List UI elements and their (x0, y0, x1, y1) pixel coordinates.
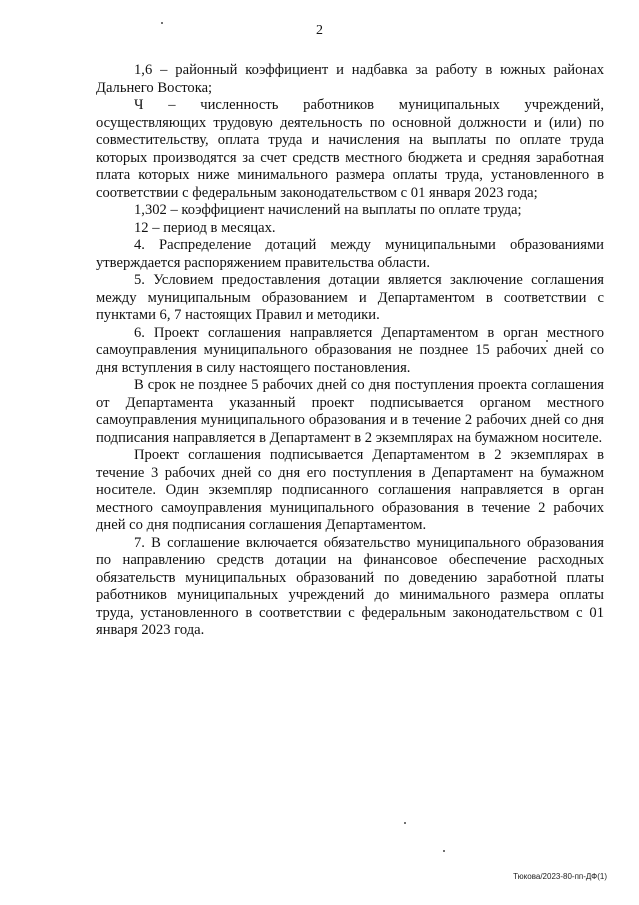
paragraph-coefficient-1-302: 1,302 – коэффициент начислений на выплаты по оплате труда; (134, 202, 522, 218)
document-code: Тюкова/2023-80-пп-ДФ(1) (513, 872, 607, 881)
scan-speck (443, 850, 445, 852)
scan-speck (404, 822, 406, 824)
paragraph-item-5: 5. Условием предоставления дотации является заключение соглашения между муниципальным образованием и Департаментом в соответствии с пунктами 6, 7 настоящих Правил и методики. (96, 272, 604, 323)
paragraph-workers-count: Ч – численность работников муниципальных учреждений, осуществляющих трудовую деятельность по основной должности и (или) по совместительству, оплата труда и начисления на выплаты по оплате труда которых производятся за счет средств местного бюджета и средняя заработная плата которых ниже минимального размера оплаты труда, установленного в соответствии с федеральным законодательством с 01 января 2023 года; (96, 97, 604, 201)
paragraph-signing: Проект соглашения подписывается Департаментом в 2 экземплярах в течение 3 рабочих дней со дня его поступления в Департамент на бумажном носителе. Один экземпляр подписанного соглашения направляется в орган местного самоуправления муниципального образования в течение 2 рабочих дней со дня подписания соглашения Департаментом. (96, 447, 604, 533)
paragraph-coefficient-1-6: 1,6 – районный коэффициент и надбавка за работу в южных районах Дальнего Востока; (96, 62, 604, 96)
paragraph-item-6: 6. Проект соглашения направляется Департаментом в орган местного самоуправления муниципального образования не позднее 15 рабочих дней со дня вступления в силу настоящего постановления. (96, 324, 604, 376)
paragraph-item-4: 4. Распределение дотаций между муниципальными образованиями утверждается распоряжением правительства области. (96, 237, 604, 271)
paragraph-period: 12 – период в месяцах. (134, 219, 276, 236)
paragraph-item-7: 7. В соглашение включается обязательство муниципального образования по направлению средств дотации на финансовое обеспечение расходных обязательств муниципальных образований по доведению заработной платы работников муниципальных учреждений до минимального размера оплаты труда, установленного в соответствии с федеральным законодательством с 01 января 2023 года. (96, 534, 604, 638)
scan-speck (161, 22, 163, 24)
page-number: 2 (316, 23, 323, 38)
scan-speck (546, 340, 548, 342)
document-body (96, 62, 604, 640)
paragraph-deadline: В срок не позднее 5 рабочих дней со дня поступления проекта соглашения от Департамента указанный проект подписывается органом местного самоуправления муниципального образования и в течение 2 рабочих дней со дня подписания направляется в Департамент в 2 экземплярах на бумажном носителе. (96, 377, 604, 446)
